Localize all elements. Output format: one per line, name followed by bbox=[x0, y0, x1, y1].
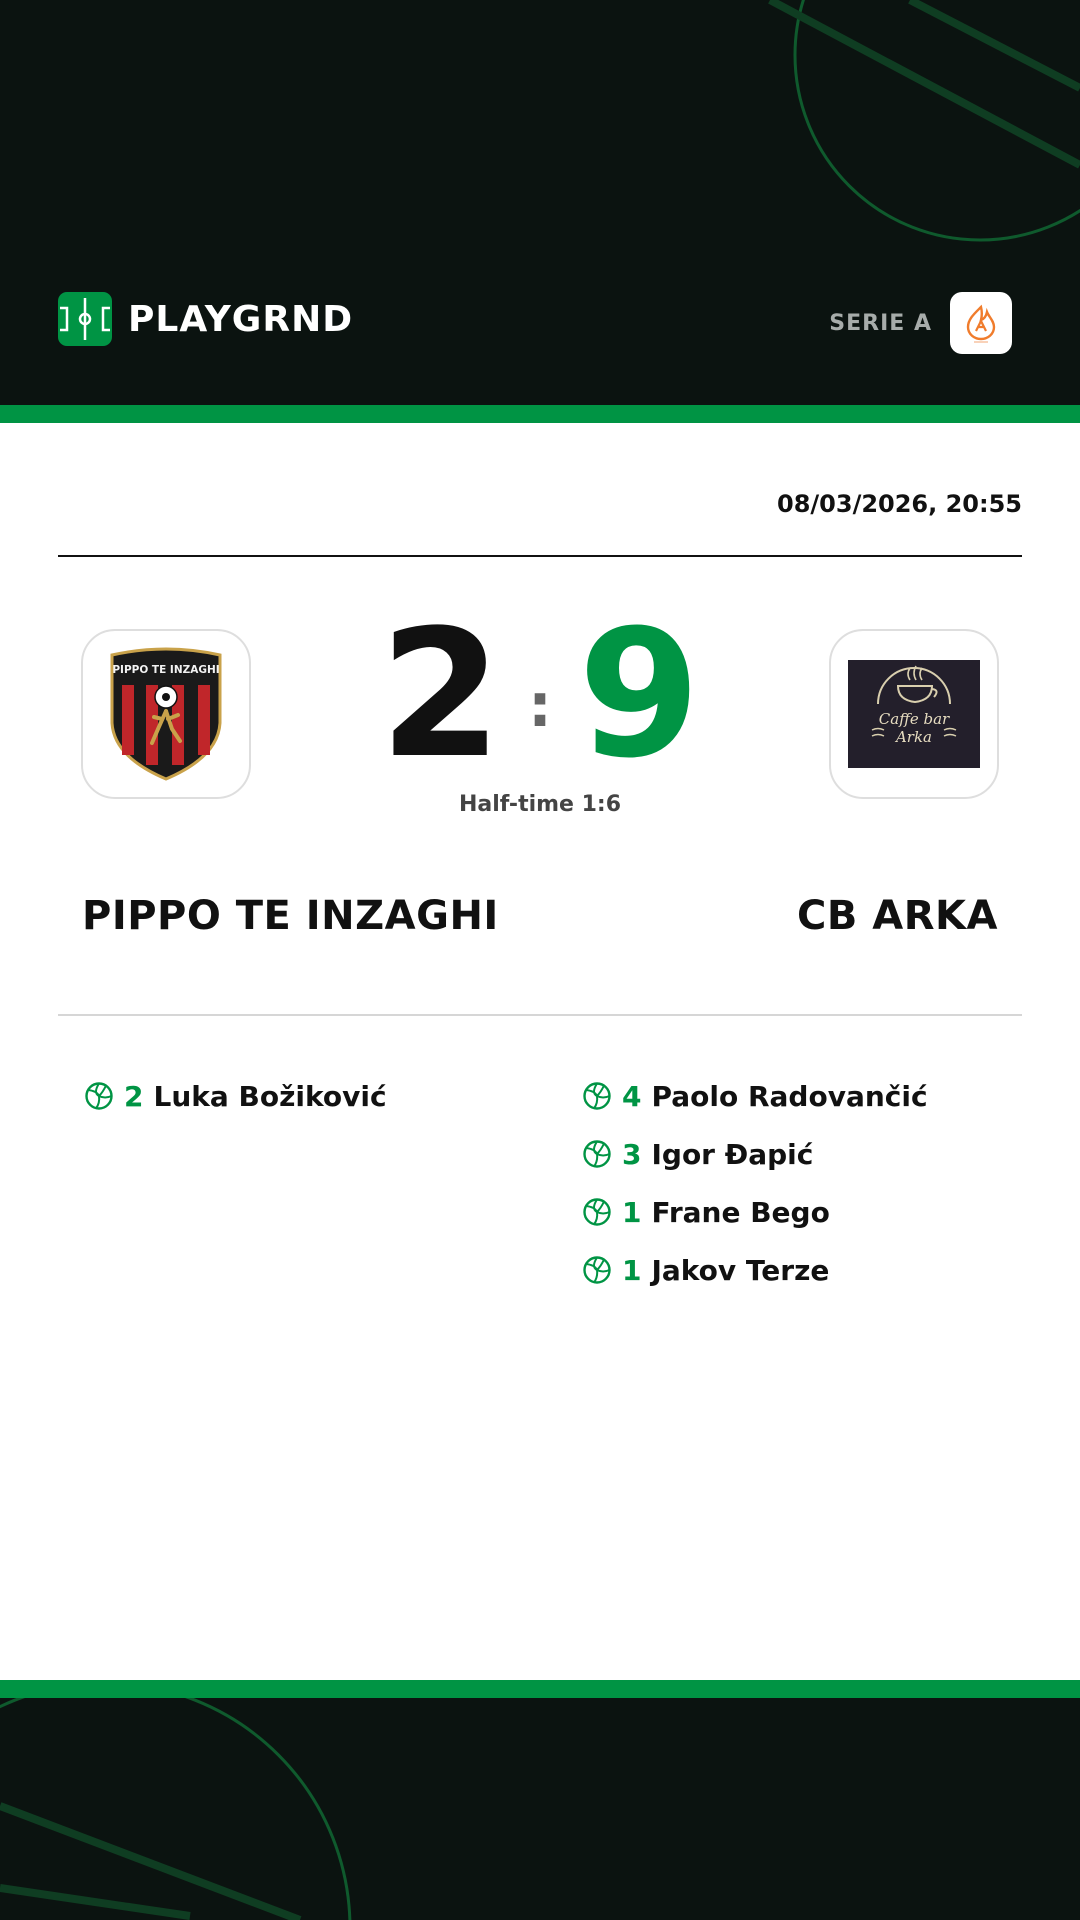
brand-name: PLAYGRND bbox=[128, 298, 354, 340]
ball-icon bbox=[582, 1197, 612, 1227]
player-name: Frane Bego bbox=[651, 1195, 830, 1229]
goal-count: 2 bbox=[124, 1079, 144, 1113]
pitch-icon bbox=[58, 292, 112, 346]
scorer-row bbox=[582, 1067, 928, 1125]
header bbox=[0, 0, 1080, 405]
away-scorers-list bbox=[582, 1067, 928, 1299]
brand bbox=[58, 291, 353, 347]
scorer-row bbox=[582, 1183, 928, 1241]
league-name: SERIE A bbox=[829, 310, 932, 336]
player-name: Jakov Terze bbox=[651, 1253, 830, 1287]
footer bbox=[0, 1698, 1080, 1920]
scorer-row bbox=[582, 1241, 928, 1299]
home-scorers-list bbox=[84, 1067, 387, 1125]
svg-text:PIPPO TE INZAGHI: PIPPO TE INZAGHI bbox=[112, 664, 220, 676]
player-name: Paolo Radovančić bbox=[651, 1079, 928, 1113]
halftime-score: Half-time 1:6 bbox=[458, 792, 622, 817]
league-flame-logo-icon bbox=[950, 292, 1012, 354]
goal-count: 3 bbox=[622, 1137, 642, 1171]
player-name: Luka Božiković bbox=[153, 1079, 387, 1113]
coffee-cup-crest-icon bbox=[848, 660, 980, 768]
svg-text:Arka: Arka bbox=[895, 728, 933, 746]
ball-icon bbox=[582, 1255, 612, 1285]
player-name: Igor Đapić bbox=[651, 1137, 814, 1171]
ball-icon bbox=[582, 1081, 612, 1111]
away-score: 9 bbox=[578, 591, 701, 797]
away-team-crest bbox=[829, 629, 999, 799]
home-score: 2 bbox=[379, 591, 502, 797]
divider bbox=[58, 555, 1022, 557]
away-team-name: CB ARKA bbox=[797, 893, 998, 939]
home-team-name: PIPPO TE INZAGHI bbox=[82, 893, 499, 939]
accent-stripe-top bbox=[0, 405, 1080, 423]
home-team-crest bbox=[81, 629, 251, 799]
svg-text:Caffe bar: Caffe bar bbox=[878, 710, 950, 728]
scorer-row bbox=[582, 1125, 928, 1183]
goal-count: 1 bbox=[622, 1195, 642, 1229]
ball-icon bbox=[84, 1081, 114, 1111]
league bbox=[829, 292, 1012, 354]
shield-crest-icon bbox=[106, 645, 226, 783]
score-separator: : bbox=[528, 670, 552, 741]
accent-stripe-bottom bbox=[0, 1680, 1080, 1698]
goal-count: 1 bbox=[622, 1253, 642, 1287]
pitch-lines-decoration bbox=[0, 1698, 1080, 1920]
goal-count: 4 bbox=[622, 1079, 642, 1113]
ball-icon bbox=[582, 1139, 612, 1169]
scorer-row bbox=[84, 1067, 387, 1125]
divider bbox=[58, 1014, 1022, 1016]
scoreline bbox=[340, 591, 740, 797]
match-datetime: 08/03/2026, 20:55 bbox=[777, 490, 1022, 518]
